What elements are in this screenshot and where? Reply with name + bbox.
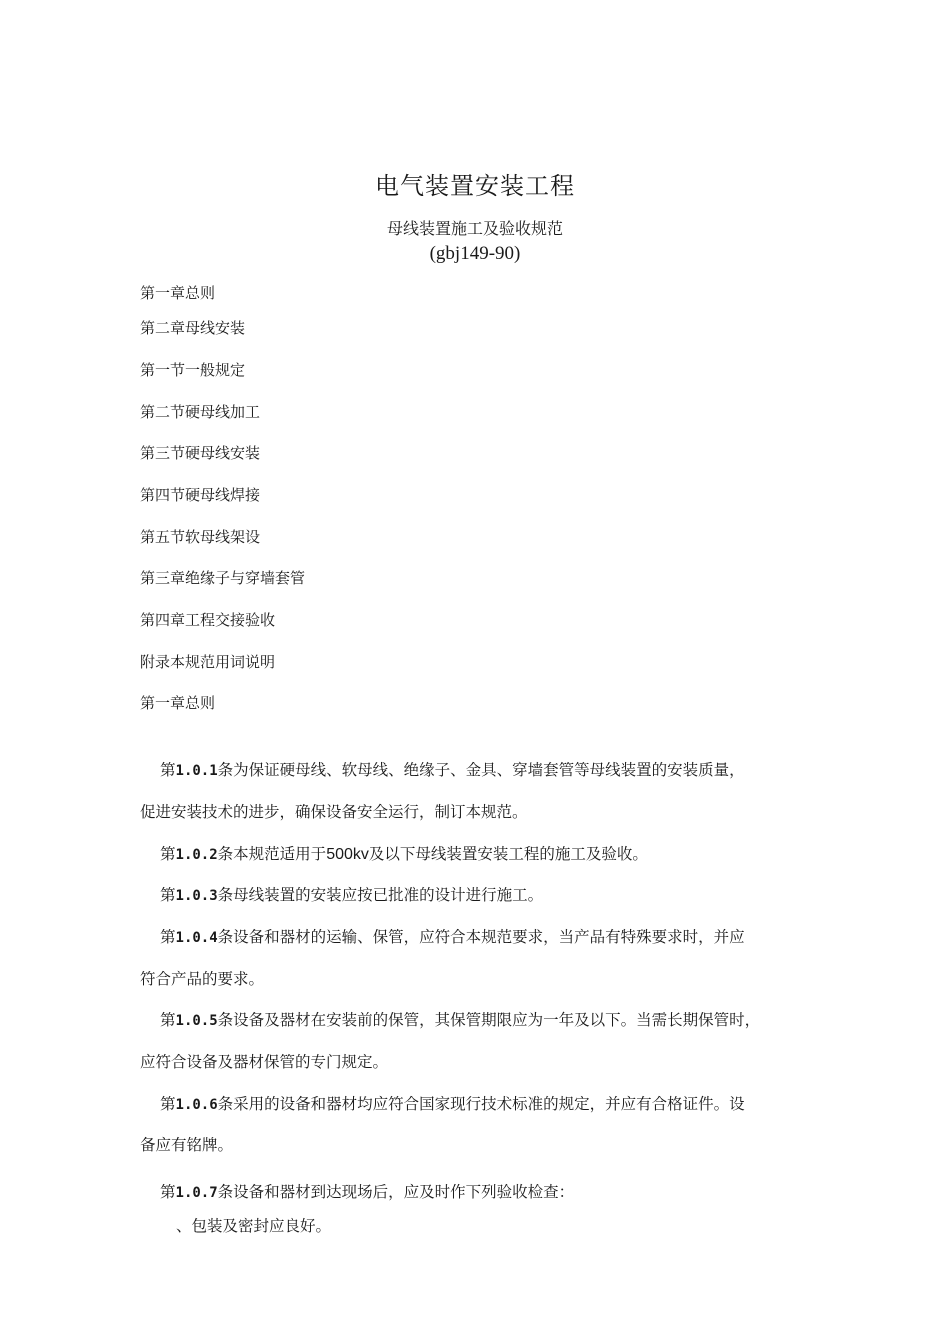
toc-item: 第二节硬母线加工 (140, 403, 261, 421)
article-1-0-6-cont: 备应有铭牌。 (140, 1136, 234, 1154)
article-number: 1.0.1 (175, 763, 218, 779)
article-text: 条设备及器材在安装前的保管，其保管期限应为一年及以下。当需长期保管时， (217, 1011, 761, 1029)
article-number: 1.0.4 (175, 930, 218, 946)
article-1-0-1 (160, 758, 745, 780)
article-prefix: 第 (160, 1011, 176, 1029)
toc-item: 附录本规范用词说明 (140, 653, 276, 671)
article-text: 条设备和器材的运输、保管，应符合本规范要求，当产品有特殊要求时，并应 (217, 928, 745, 946)
article-1-0-5 (160, 1008, 760, 1030)
document-subtitle: 母线装置施工及验收规范 (386, 219, 563, 238)
article-number: 1.0.6 (175, 1097, 218, 1113)
toc-item: 第四章工程交接验收 (140, 611, 276, 629)
document-title: 电气装置安装工程 (375, 172, 575, 200)
article-prefix: 第 (160, 886, 176, 904)
article-1-0-6 (160, 1092, 745, 1114)
toc-item: 第四节硬母线焊接 (140, 486, 261, 504)
article-1-0-7 (160, 1180, 574, 1202)
article-1-0-4-cont: 符合产品的要求。 (140, 970, 265, 988)
article-text: 条采用的设备和器材均应符合国家现行技术标准的规定，并应有合格证件。设 (217, 1095, 745, 1113)
toc-item: 第三章绝缘子与穿墙套管 (140, 569, 306, 587)
toc-item: 第五节软母线架设 (140, 528, 261, 546)
standard-code: (gbj149-90) (429, 243, 521, 264)
toc-item: 第二章母线安装 (140, 319, 246, 337)
article-prefix: 第 (160, 928, 176, 946)
article-number: 1.0.3 (175, 888, 218, 904)
article-1-0-1-cont: 促进安装技术的进步，确保设备安全运行，制订本规范。 (140, 803, 528, 821)
article-1-0-4 (160, 925, 745, 947)
article-text: 条母线装置的安装应按已批准的设计进行施工。 (217, 886, 544, 904)
article-number: 1.0.2 (175, 847, 218, 863)
toc-item: 第一节一般规定 (140, 361, 246, 379)
article-text: 条为保证硬母线、软母线、绝缘子、金具、穿墙套管等母线装置的安装质量， (217, 761, 745, 779)
article-prefix: 第 (160, 845, 176, 863)
article-number: 1.0.7 (175, 1185, 218, 1201)
article-prefix: 第 (160, 1095, 176, 1113)
article-number: 1.0.5 (175, 1013, 218, 1029)
voltage-value: 500kv (326, 846, 369, 863)
article-1-0-5-cont: 应符合设备及器材保管的专门规定。 (140, 1053, 389, 1071)
list-item: 、包装及密封应良好。 (176, 1217, 332, 1235)
chapter-heading: 第一章总则 (140, 694, 216, 712)
article-1-0-2 (160, 842, 648, 864)
toc-item: 第一章总则 (140, 284, 216, 302)
article-prefix: 第 (160, 1183, 176, 1201)
article-1-0-3 (160, 883, 543, 905)
article-text: 条设备和器材到达现场后，应及时作下列验收检查： (217, 1183, 575, 1201)
toc-item: 第三节硬母线安装 (140, 444, 261, 462)
article-text: 及以下母线装置安装工程的施工及验收。 (368, 845, 648, 863)
article-prefix: 第 (160, 761, 176, 779)
article-text: 条本规范适用于 (217, 845, 327, 863)
